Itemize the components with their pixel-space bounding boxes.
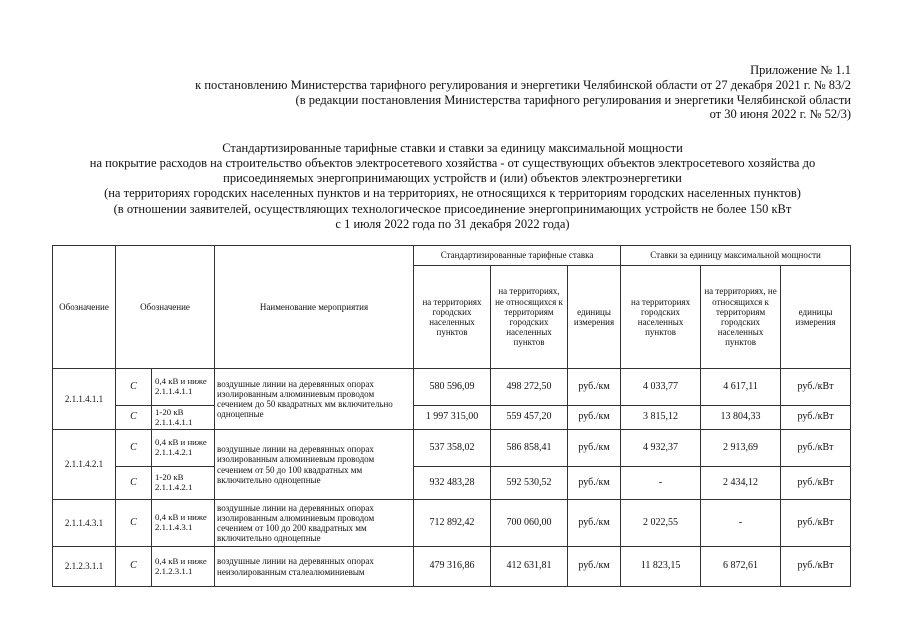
cell-c: C	[116, 369, 152, 406]
doc-title-line-4: (на территориях городских населенных пунктов и на территориях, не относящихся к территориям городских населенных пунктов)	[104, 186, 801, 200]
cell-power-urban: -	[621, 467, 701, 500]
cell-urban: 1 997 315,00	[414, 406, 491, 430]
appendix-number: Приложение № 1.1	[750, 63, 851, 77]
doc-title-line-3: присоединяемых энергопринимающих устройств и (или) объектов электроэнергетики	[223, 171, 682, 185]
cell-c: C	[116, 406, 152, 430]
cell-power-unit: руб./кВт	[781, 369, 851, 406]
cell-unit: руб./км	[568, 547, 621, 587]
row-code: 2.1.1.4.3.1	[53, 500, 116, 547]
table-row	[53, 547, 851, 587]
cell-voltage: 1-20 кВ 2.1.1.4.1.1	[152, 406, 215, 430]
cell-nonurban: 586 858,41	[491, 430, 568, 467]
cell-activity: воздушные линии на деревянных опорах неизолированным сталеалюминиевым	[215, 547, 414, 587]
cell-power-nonurban: 2 434,12	[701, 467, 781, 500]
cell-power-nonurban: 4 617,11	[701, 369, 781, 406]
doc-title-line-6: с 1 июля 2022 года по 31 декабря 2022 года)	[335, 217, 570, 231]
cell-power-urban: 11 823,15	[621, 547, 701, 587]
cell-nonurban: 700 060,00	[491, 500, 568, 547]
cell-unit: руб./км	[568, 467, 621, 500]
row-code: 2.1.2.3.1.1	[53, 547, 116, 587]
cell-voltage: 1-20 кВ 2.1.1.4.2.1	[152, 467, 215, 500]
cell-c: C	[116, 467, 152, 500]
table-row	[53, 430, 851, 467]
doc-title-line-2: на покрытие расходов на строительство объектов электросетевого хозяйства - от существующих объектов электросетевого хозяйства до	[89, 156, 816, 170]
cell-power-urban: 2 022,55	[621, 500, 701, 547]
header-unit-power: единицы измерения	[781, 266, 851, 369]
cell-activity: воздушные линии на деревянных опорах изолированным алюминиевым проводом сечением до 50 квадратных мм включительно одноцепные	[215, 369, 414, 430]
table-row	[53, 406, 851, 430]
cell-urban: 479 316,86	[414, 547, 491, 587]
header-urban: на территориях городских населенных пунктов	[414, 266, 491, 369]
revision-date: от 30 июня 2022 г. № 52/3)	[709, 107, 851, 121]
cell-c: C	[116, 547, 152, 587]
cell-nonurban: 592 530,52	[491, 467, 568, 500]
cell-power-nonurban: 2 913,69	[701, 430, 781, 467]
table-row	[53, 467, 851, 500]
cell-voltage: 0,4 кВ и ниже 2.1.2.3.1.1	[152, 547, 215, 587]
cell-power-unit: руб./кВт	[781, 406, 851, 430]
cell-unit: руб./км	[568, 500, 621, 547]
cell-urban: 932 483,28	[414, 467, 491, 500]
cell-power-nonurban: -	[701, 500, 781, 547]
cell-voltage: 0,4 кВ и ниже 2.1.1.4.2.1	[152, 430, 215, 467]
doc-title: Стандартизированные тарифные ставки и ставки за единицу максимальной мощности	[222, 141, 683, 155]
header-urban-power: на территориях городских населенных пунктов	[621, 266, 701, 369]
cell-nonurban: 412 631,81	[491, 547, 568, 587]
resolution-reference: к постановлению Министерства тарифного регулирования и энергетики Челябинской области от 27 декабря 2021 г. № 83/2	[195, 78, 851, 92]
cell-voltage: 0,4 кВ и ниже 2.1.1.4.1.1	[152, 369, 215, 406]
cell-power-unit: руб./кВт	[781, 500, 851, 547]
cell-unit: руб./км	[568, 430, 621, 467]
cell-c: C	[116, 500, 152, 547]
cell-voltage: 0,4 кВ и ниже 2.1.1.4.3.1	[152, 500, 215, 547]
cell-activity: воздушные линии на деревянных опорах изолированным алюминиевым проводом сечением от 50 до 100 квадратных мм включительно одноцепные	[215, 430, 414, 500]
cell-activity: воздушные линии на деревянных опорах изолированным алюминиевым проводом сечением от 100 до 200 квадратных мм включительно одноцепные	[215, 500, 414, 547]
tariff-table	[52, 245, 851, 587]
cell-urban: 712 892,42	[414, 500, 491, 547]
cell-power-nonurban: 6 872,61	[701, 547, 781, 587]
revision-reference: (в редакции постановления Министерства тарифного регулирования и энергетики Челябинской области	[295, 93, 851, 107]
row-code: 2.1.1.4.1.1	[53, 369, 116, 430]
cell-power-unit: руб./кВт	[781, 547, 851, 587]
cell-power-urban: 3 815,12	[621, 406, 701, 430]
header-nonurban: на территориях, не относящихся к территориям городских населенных пунктов	[491, 266, 568, 369]
header-std-rates: Стандартизированные тарифные ставка	[414, 246, 621, 266]
cell-urban: 537 358,02	[414, 430, 491, 467]
cell-nonurban: 498 272,50	[491, 369, 568, 406]
cell-urban: 580 596,09	[414, 369, 491, 406]
table-row	[53, 500, 851, 547]
table-row	[53, 369, 851, 406]
row-code: 2.1.1.4.2.1	[53, 430, 116, 500]
header-designation-2: Обозначение	[116, 246, 215, 369]
cell-unit: руб./км	[568, 406, 621, 430]
header-unit: единицы измерения	[568, 266, 621, 369]
cell-nonurban: 559 457,20	[491, 406, 568, 430]
header-activity: Наименование мероприятия	[215, 246, 414, 369]
cell-c: C	[116, 430, 152, 467]
cell-power-urban: 4 033,77	[621, 369, 701, 406]
cell-power-unit: руб./кВт	[781, 430, 851, 467]
header-power-rates: Ставки за единицу максимальной мощности	[621, 246, 851, 266]
doc-title-line-5: (в отношении заявителей, осуществляющих технологическое присоединение энергопринимающих устройств не более 150 кВт	[113, 202, 792, 216]
header-designation: Обозначение	[53, 246, 116, 369]
header-nonurban-power: на территориях, не относящихся к территориям городских населенных пунктов	[701, 266, 781, 369]
cell-power-nonurban: 13 804,33	[701, 406, 781, 430]
cell-power-urban: 4 932,37	[621, 430, 701, 467]
cell-power-unit: руб./кВт	[781, 467, 851, 500]
cell-unit: руб./км	[568, 369, 621, 406]
